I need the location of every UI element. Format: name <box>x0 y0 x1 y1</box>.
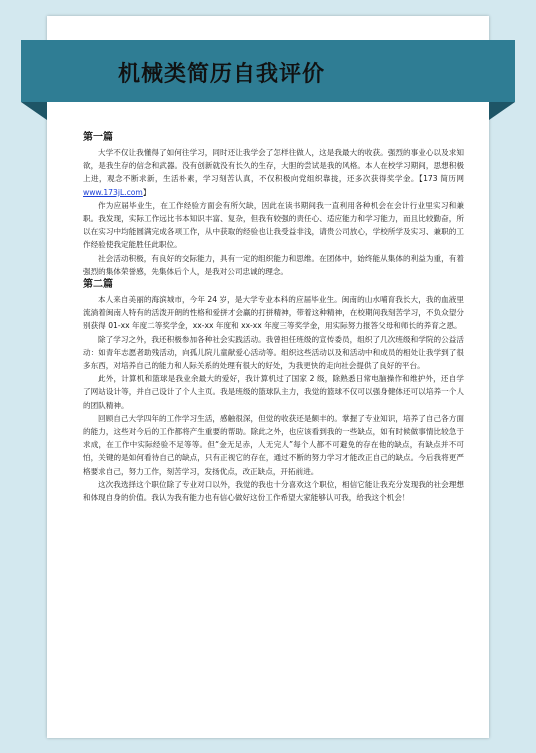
banner-fold-left <box>21 102 47 120</box>
section-heading: 第二篇 <box>83 279 113 291</box>
paragraph: 此外，计算机和篮球是我业余最大的爱好，我计算机过了国家 2 级，除熟悉日常电脑操作和维护外，还自学了网站设计等，并自己设计了个人主页。我是班级的篮球队主力，我觉的篮球不仅可以强身健体还可以培养一个人的团队精神。 <box>83 374 464 410</box>
paragraph-text: 大学不仅让我懂得了如何往学习，同时还让我学会了怎样往做人，这是我最大的收获。强烈的事业心以及求知欲，是我生存的信念和武器。没有创新就没有长久的生存，大胆的尝试是我的风格。本人在校学习期间，思想积极上进，观念不断求新，生活朴素，学习刻苦认真，不仅积极向党组织靠拢，还多次获得奖学金。【173 简历网 <box>83 148 464 184</box>
paragraph: 这次我选择这个职位除了专业对口以外，我觉的我也十分喜欢这个职位，相信它能让我充分发现我的社会理想和体现自身的价值。我认为我有能力也有信心做好这份工作希望大家能够认可我，给我这个机会！ <box>83 479 464 503</box>
document-body <box>83 131 464 504</box>
paragraph: 回顾自己大学四年的工作学习生活，感触很深，但觉的收获还是颇丰的。掌握了专业知识，培养了自己各方面的能力，这些对今后的工作都将产生重要的帮助。除此之外，也应该看到我的一些缺点，如有时候做事情比较急于求成，在工作中实际经验不足等等。但“金无足赤，人无完人”每个人都不可避免的存在他的缺点，有缺点并不可怕，关键的是如何看待自己的缺点，只有正视它的存在，通过不断的努力学习才能改正自己的缺点。今后我将更严格要求自己，努力工作，刻苦学习，发扬优点，改正缺点，开拓前进。 <box>83 413 464 476</box>
paragraph <box>83 146 464 199</box>
banner-fold-right <box>489 102 515 120</box>
website-link[interactable]: www.173jL.com <box>83 187 143 197</box>
section-heading: 第一篇 <box>83 132 113 143</box>
section-2 <box>83 278 464 504</box>
page-title: 机械类简历自我评价 <box>118 62 326 87</box>
section-1 <box>83 131 464 278</box>
paragraph: 本人来自美丽的海滨城市，今年 24 岁，是大学专业本科的应届毕业生。闽南的山水哺育我长大，我的血液里流淌着闽南人特有的活泼开朗的性格和爱拼才会赢的打拼精神，带着这种精神，在校期间我刻苦学习，不负众望分别获得 01-xx 年度二等奖学金，xx-xx 年度和 xx-xx 年度三等奖学金，用实际努力报答父母和师长的养育之恩。 <box>83 295 464 331</box>
link-suffix: 】 <box>142 187 151 197</box>
paragraph: 作为应届毕业生，在工作经验方面会有所欠缺，因此在读书期间我一直利用各种机会在会计行业里实习和兼职。我发现，实际工作远比书本知识丰富、复杂，但我有较强的责任心、适应能力和学习能力，而且比较勤奋，所以在实习中均能圆满完成各项工作，从中获取的经验也让我受益非浅，请贵公司放心，学校所学及实习、兼职的工作经验使我定能胜任此职位。 <box>83 200 464 250</box>
paragraph: 社会活动积极，有良好的交际能力，具有一定的组织能力和思维。在团体中，始终能从集体的利益为重，有着强烈的集体荣誉感，先集体后个人，是我对公司忠诚的理念。 <box>83 253 464 276</box>
paragraph: 除了学习之外，我还积极参加各种社会实践活动。我曾担任班级的宣传委员，组织了几次班级和学院的公益活动：如青年志愿者助残活动，向孤儿院儿童献爱心活动等。组织这些活动以及和活动中和成员的相处让我学到了很多东西，对培养自己的能力和人际关系的处理有很大的好处，为我更快的走向社会提供了良好的平台。 <box>83 334 464 371</box>
